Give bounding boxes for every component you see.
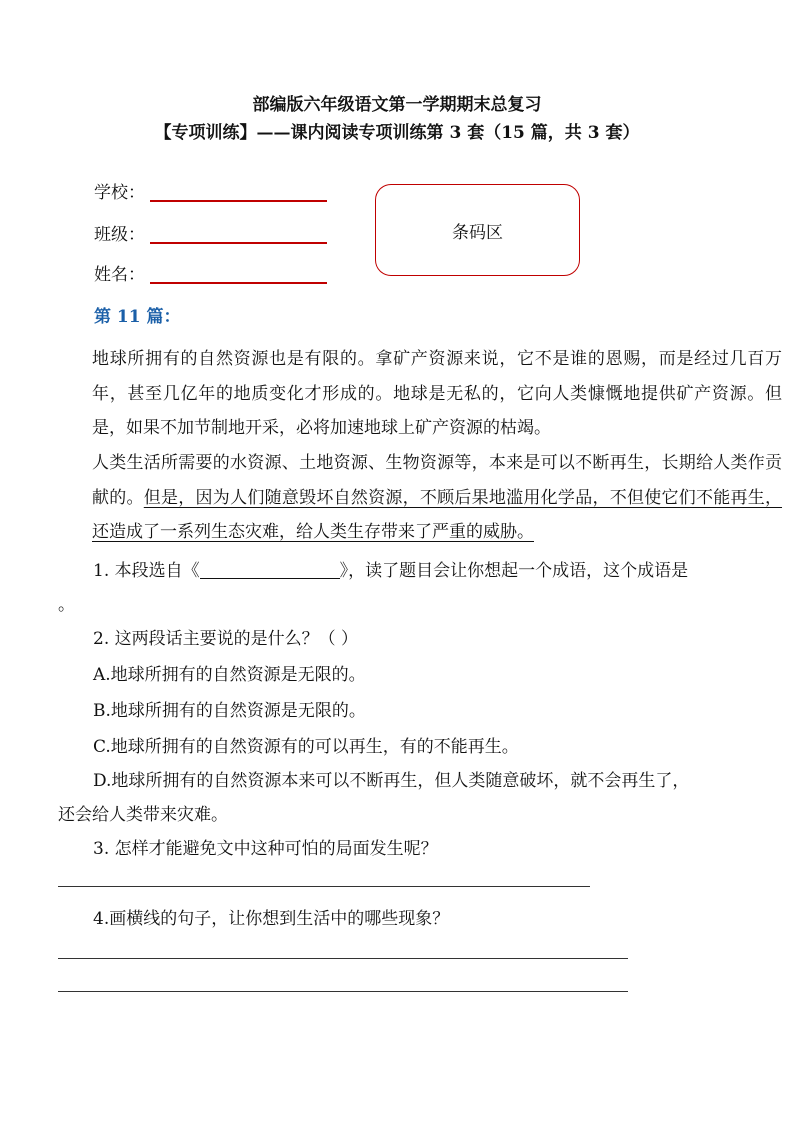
question-4-answer-line-2[interactable] xyxy=(58,991,628,992)
name-field xyxy=(94,260,327,285)
page-subtitle: 【专项训练】——课内阅读专项训练第 3 套（15 篇，共 3 套） xyxy=(154,123,640,143)
question-3: 3. 怎样才能避免文中这种可怕的局面发生呢？ xyxy=(93,839,438,859)
question-2: 2. 这两段话主要说的是什么？（ ） xyxy=(93,629,359,649)
question-4: 4.画横线的句子，让你想到生活中的哪些现象？ xyxy=(93,909,450,929)
name-label: 姓名： xyxy=(94,265,145,285)
question-3-answer-line[interactable] xyxy=(58,886,590,887)
question-1-suffix: 》，读了题目会让你想起一个成语，这个成语是 xyxy=(339,561,689,581)
barcode-label: 条码区 xyxy=(452,222,503,243)
question-4-answer-line-1[interactable] xyxy=(58,958,628,959)
question-1-end: 。 xyxy=(58,595,75,615)
passage-paragraph-2 xyxy=(58,446,782,550)
option-c[interactable]: C.地球所拥有的自然资源有的可以再生，有的不能再生。 xyxy=(93,737,519,757)
name-input-line[interactable] xyxy=(150,262,327,284)
school-input-line[interactable] xyxy=(150,180,327,202)
school-label: 学校： xyxy=(94,183,145,203)
option-b[interactable]: B.地球所拥有的自然资源是无限的。 xyxy=(93,701,366,721)
barcode-area xyxy=(375,184,580,276)
class-label: 班级： xyxy=(94,225,145,245)
school-field xyxy=(94,178,327,203)
question-1-prefix: 1. 本段选自《 xyxy=(93,561,200,581)
question-1 xyxy=(93,556,748,581)
passage-paragraph-1: 地球所拥有的自然资源也是有限的。拿矿产资源来说，它不是谁的恩赐，而是经过几百万年，甚至几亿年的地质变化才形成的。地球是无私的，它向人类慷慨地提供矿产资源。但是，如果不加节制地开采，必将加速地球上矿产资源的枯竭。 xyxy=(92,349,782,438)
paragraph-2-text: 人类生活所需要的水资源、土地资源、生物资源等，本来是可以不断再生，长期给人类作贡献的。 xyxy=(92,453,782,508)
title-answer-blank[interactable] xyxy=(200,560,340,579)
page-title: 部编版六年级语文第一学期期末总复习 xyxy=(252,95,542,115)
class-field xyxy=(94,220,327,245)
option-d[interactable]: D.地球所拥有的自然资源本来可以不断再生，但人类随意破坏，就不会再生了， xyxy=(93,771,690,791)
option-d-continued: 还会给人类带来灾难。 xyxy=(58,805,228,825)
section-title: 第 11 篇： xyxy=(94,307,181,327)
option-a[interactable]: A.地球所拥有的自然资源是无限的。 xyxy=(93,665,366,685)
underlined-sentence: 但是，因为人们随意毁坏自然资源，不顾后果地滥用化学品，不但使它们不能再生，还造成了一系列生态灾难，给人类生存带来了严重的威胁。 xyxy=(92,487,783,542)
class-input-line[interactable] xyxy=(150,222,327,244)
